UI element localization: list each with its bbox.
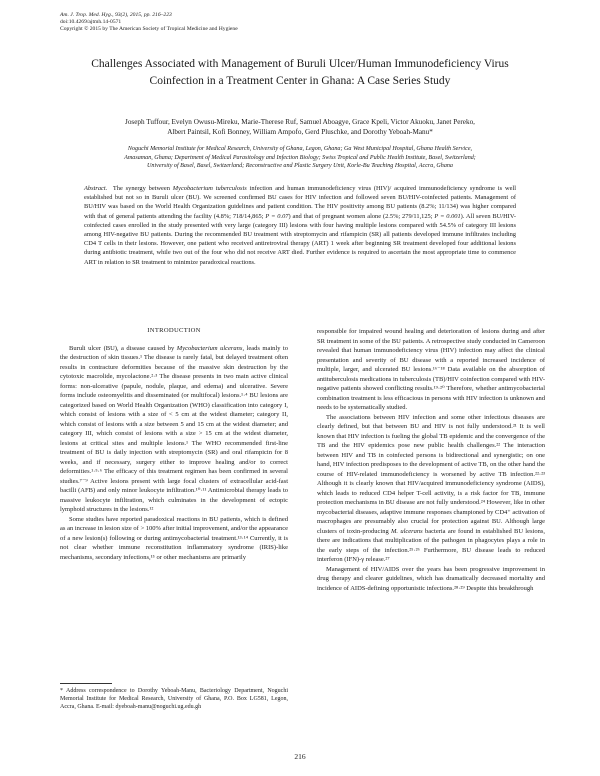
abstract-text-2: infection and human immunodeficiency virus (HIV)/ acquired immunodeficiency syndrome is well established but not so in Buruli ulcer (BU). We screened confirmed BU cases for HIV infection and followed seven BU/HIV-coinfected patients. Management of BU/HIV was based on the World Health Organization guidelines and patient condition. The HIV positivity among BU patients (8.2%; 11/134) was higher compared with that of general patients attending the facility (4.8%; 718/14,865; — [84, 185, 516, 220]
section-heading-introduction: INTRODUCTION — [147, 327, 201, 334]
authors-line-1: Joseph Tuffour, Evelyn Owusu-Mireku, Marie-Therese Ruf, Samuel Aboagye, Grace Kpeli, Victor Akuoku, Janet Pereko, — [125, 118, 475, 126]
intro-p1-organism: Mycobacterium ulcerans — [176, 344, 243, 352]
journal-doi: doi:10.4269/ajtmh.14-0571 — [60, 19, 122, 25]
intro-paragraph-continued: responsible for impaired wound healing and deterioration of lesions during and after SR treatment in some of the BU patients. A retrospective study conducted in Cameroon revealed that human immunodeficiency virus (HIV) infection may affect the clinical presentation and severity of BU disease with a reported increased incidence of multiple, larger, and ulcerated BU lesions.¹⁶⁻¹⁸ Data available on the absorption of antituberculosis medications in tuberculosis (TB)/HIV coinfection compared with HIV-negative patients showed conflicting results.¹⁹·²⁰ Therefore, whether antimycobacterial combination treatment is less efficacious in persons with HIV infection is unknown and needs to be systematically studied. — [317, 328, 545, 411]
left-column — [60, 326, 288, 562]
affiliation-line-3: University of Basel, Basel, Switzerland; Reconstructive and Plastic Surgery Unit, Korle-Bu Teaching Hospital, Accra, Ghana — [147, 163, 453, 170]
article-title — [70, 56, 530, 90]
correspondence-footnote: * Address correspondence to Dorothy Yeboah-Manu, Bacteriology Department, Noguchi Memorial Institute for Medical Research, University of Ghana, P.O. Box LG581, Legon, Accra, Ghana. E-mail: dyeboah-manu@noguchi.ug.edu.gh — [60, 688, 288, 710]
abstract-pvalue-2: P = 0.001 — [434, 212, 461, 220]
intro-paragraph-1 — [60, 344, 288, 515]
abstract-text-3: ) and that of pregnant women alone (2.5%; 279/11,125; — [288, 212, 433, 220]
abstract-organism: Mycobacterium tuberculosis — [172, 185, 247, 192]
journal-info — [60, 12, 238, 33]
abstract — [84, 184, 516, 267]
page-number: 216 — [294, 752, 306, 761]
abstract-text-4: ). All seven BU/HIV-coinfected cases enrolled in the study presented with very large (category III) lesions with four having multiple lesions compared with 54.5% of category III lesions among HIV-negative BU patients. During the recommended BU treatment with streptomycin and rifampicin (SR) all patients developed immune infiltrates including CD4 T cells in their lesions. However, one patient who received antiretroviral therapy (ART) 1 week after beginning SR treatment developed four additional lesions during antibiotic treatment, while two out of the four who did not receive ART died. Further evidence is required to ascertain the most appropriate time to commence ART in relation to SR treatment to minimize paradoxical reactions. — [84, 212, 516, 266]
title-line-2: Coinfection in a Treatment Center in Ghana: A Case Series Study — [149, 75, 451, 87]
abstract-pvalue-1: P = 0.07 — [265, 212, 289, 220]
intro-p1-text-a: Buruli ulcer (BU), a disease caused by — [69, 344, 175, 352]
journal-citation: Am. J. Trop. Med. Hyg., 93(2), 2015, pp. 216–223 — [60, 12, 172, 18]
journal-copyright: Copyright © 2015 by The American Society of Tropical Medicine and Hygiene — [60, 26, 238, 32]
intro-p1-text-b: , leads mainly to the destruction of skin tissues.¹ The disease is rarely fatal, but delayed treatment often results in contracture deformities because of the massive skin destruction by the cytotoxic macrolide, mycolactone.²·³ The disease presents in two main active clinical forms: non-ulcerative (papule, nodule, plaque, and edema) and ulcerative. Severe forms include osteomyelitis and disseminated (or multifocal) lesions.¹·⁴ BU lesions are categorized based on World Health Organization (WHO) classification into category I, which consist of lesions with a size of < 5 cm at the widest diameter; category II, which consist of lesions with a size between 5 and 15 cm at the widest diameter; and category III, which consist of lesions with a size > 15 cm at the widest diameter, lesions at critical sites and multiple lesions.¹ The WHO recommended first-line treatment of BU is daily injection with streptomycin (SR) and oral rifampicin for 8 weeks, and if necessary, surgery either to improve healing and/or to correct deformities.¹·⁵·⁶ The efficacy of this treatment regimen has been confirmed in several studies.⁷⁻⁹ Active lesions present with large focal clusters of extracellular acid-fast bacilli (AFB) and only minor leukocyte infiltration.¹⁰·¹¹ Antimicrobial therapy leads to massive leukocyte infiltration, which culminates in the development of ectopic lymphoid structures in the lesions.¹² — [60, 344, 288, 513]
footnote-divider — [60, 683, 112, 684]
intro-paragraph-3 — [317, 413, 545, 565]
title-line-1: Challenges Associated with Management of Buruli Ulcer/Human Immunodeficiency Virus — [91, 58, 509, 70]
intro-paragraph-2: Some studies have reported paradoxical reactions in BU patients, which is defined as an increase in lesion size of > 100% after initial improvement, and/or the appearance of a new lesion(s) following or during antimycobacterial treatment.¹³·¹⁴ Currently, it is not clear whether immune reconstitution inflammatory syndrome (IRIS)-like mechanisms, secondary infections,¹⁵ or other mechanisms are primarily — [60, 515, 288, 561]
abstract-text-1: The synergy between — [112, 185, 170, 192]
intro-r2-organism: M. ulcerans — [391, 527, 423, 535]
author-list — [68, 117, 532, 137]
intro-r2-text-a: The associations between HIV infection and some other infectious diseases are clearly defined, but that between BU and HIV is not fully understood.²¹ It is well known that HIV infection is fueling the global TB epidemic and the convergence of the TB and the HIV epidemics pose new public health challenges.²² The interaction between HIV and TB in coinfected persons is bidirectional and synergistic; on one hand, HIV infection predisposes to the development of active TB, on the other hand the course of HIV-related immunodeficiency is worsened by active TB infection.²²·²³ Although it is clearly known that HIV/acquired immunodeficiency syndrome (AIDS), which leads to reduced CD4 helper T-cell activity, is a risk factor for TB, immune protection mechanisms in BU disease are not fully understood.²⁴ However, like in other mycobacterial diseases, adaptive immune responses championed by CD4⁺ activation of macrophages are presumably also crucial for protection against BU. Although large clusters of toxin-producing — [317, 413, 545, 535]
authors-line-2: Albert Paintsil, Kofi Bonney, William Ampofo, Gerd Pluschke, and Dorothy Yeboah-Manu* — [167, 128, 433, 136]
affiliation-line-1: Noguchi Memorial Institute for Medical Research, University of Ghana, Legon, Ghana; Ga West Municipal Hospital, Ghana Health Service, — [127, 146, 473, 152]
affiliations — [66, 145, 534, 171]
intro-r2-text-b: bacteria are found in established BU lesions, there are indications that multiplication of the pathogen in phagocytes plays a role in the early steps of the infection.²⁵·²⁶ Furthermore, BU disease leads to reduced interferon (IFN)-γ release.²⁷ — [317, 527, 545, 563]
affiliation-line-2: Amasaman, Ghana; Department of Medical Parasitology and Infection Biology; Swiss Tropical and Public Health Institute, Basel, Switzerland; — [124, 154, 476, 161]
abstract-label: Abstract. — [84, 185, 108, 192]
right-column — [317, 327, 545, 593]
intro-paragraph-4: Management of HIV/AIDS over the years has been progressive improvement in drug therapy and clearer guidelines, which has dramatically decreased mortality and incidence of AIDS-defining opportunistic infections.²⁸·²⁹ Despite this breakthrough — [317, 565, 545, 592]
